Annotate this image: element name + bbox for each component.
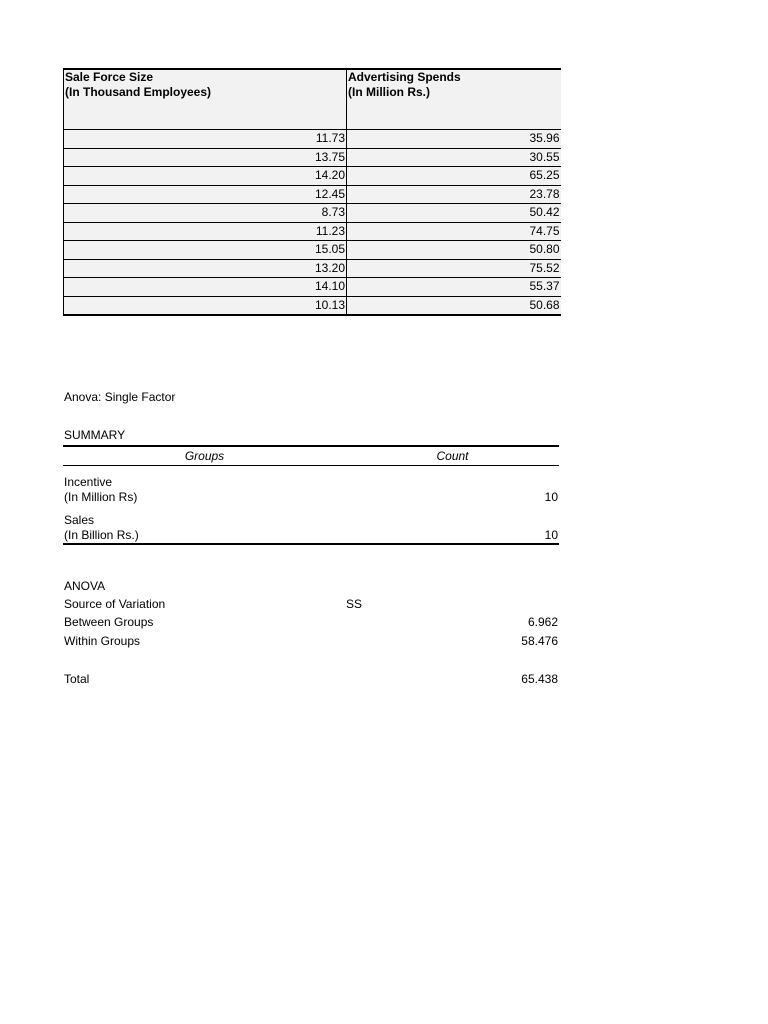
header-sale-force-size: Sale Force Size (In Thousand Employees) bbox=[64, 69, 347, 130]
anova-title: ANOVA bbox=[64, 579, 106, 593]
between-groups-label: Between Groups bbox=[64, 615, 154, 629]
summary-header-row bbox=[63, 446, 559, 466]
advertising-spends-cell: 74.75 bbox=[347, 222, 561, 241]
summary-row bbox=[63, 466, 559, 506]
summary-table bbox=[63, 445, 559, 545]
summary-group-count: 10 bbox=[544, 490, 558, 504]
advertising-spends-cell: 23.78 bbox=[347, 185, 561, 204]
anova-single-factor-title: Anova: Single Factor bbox=[64, 390, 176, 404]
sale-force-size-cell: 14.10 bbox=[64, 278, 347, 297]
sale-force-size-cell: 15.05 bbox=[64, 241, 347, 260]
sale-force-size-cell: 14.20 bbox=[64, 167, 347, 186]
between-groups-ss: 6.962 bbox=[527, 615, 558, 629]
data-table-row bbox=[64, 296, 561, 315]
summary-group-name: Incentive (In Million Rs) bbox=[64, 475, 138, 504]
summary-header-count: Count bbox=[346, 446, 559, 466]
sale-force-size-cell: 13.75 bbox=[64, 148, 347, 167]
advertising-spends-cell: 65.25 bbox=[347, 167, 561, 186]
data-table-row bbox=[64, 222, 561, 241]
data-table-row bbox=[64, 148, 561, 167]
data-table-row bbox=[64, 167, 561, 186]
advertising-spends-cell: 35.96 bbox=[347, 130, 561, 149]
summary-row bbox=[63, 505, 559, 544]
data-table-row bbox=[64, 241, 561, 260]
data-table-row bbox=[64, 259, 561, 278]
sale-force-size-cell: 11.23 bbox=[64, 222, 347, 241]
advertising-spends-cell: 55.37 bbox=[347, 278, 561, 297]
summary-header-groups: Groups bbox=[63, 446, 346, 466]
data-table-row bbox=[64, 204, 561, 223]
data-table-row bbox=[64, 185, 561, 204]
total-ss: 65.438 bbox=[521, 672, 558, 686]
advertising-spends-cell: 30.55 bbox=[347, 148, 561, 167]
ss-label: SS bbox=[346, 597, 363, 611]
data-table-row bbox=[64, 130, 561, 149]
advertising-spends-cell: 50.68 bbox=[347, 296, 561, 315]
data-table bbox=[63, 68, 561, 316]
data-table-header-row bbox=[64, 69, 561, 130]
advertising-spends-cell: 75.52 bbox=[347, 259, 561, 278]
within-groups-label: Within Groups bbox=[64, 634, 141, 648]
data-table-row bbox=[64, 278, 561, 297]
advertising-spends-cell: 50.42 bbox=[347, 204, 561, 223]
source-of-variation-label: Source of Variation bbox=[64, 597, 166, 611]
summary-group-name: Sales (In Billion Rs.) bbox=[63, 505, 346, 544]
total-label: Total bbox=[64, 672, 90, 686]
summary-title: SUMMARY bbox=[64, 428, 126, 442]
sale-force-size-cell: 8.73 bbox=[64, 204, 347, 223]
header-advertising-spends: Advertising Spends (In Million Rs.) bbox=[347, 69, 561, 130]
sale-force-size-cell: 12.45 bbox=[64, 185, 347, 204]
advertising-spends-cell: 50.80 bbox=[347, 241, 561, 260]
within-groups-ss: 58.476 bbox=[521, 634, 558, 648]
sale-force-size-cell: 11.73 bbox=[64, 130, 347, 149]
sale-force-size-cell: 10.13 bbox=[64, 296, 347, 315]
summary-group-count: 10 bbox=[346, 505, 559, 544]
sale-force-size-cell: 13.20 bbox=[64, 259, 347, 278]
